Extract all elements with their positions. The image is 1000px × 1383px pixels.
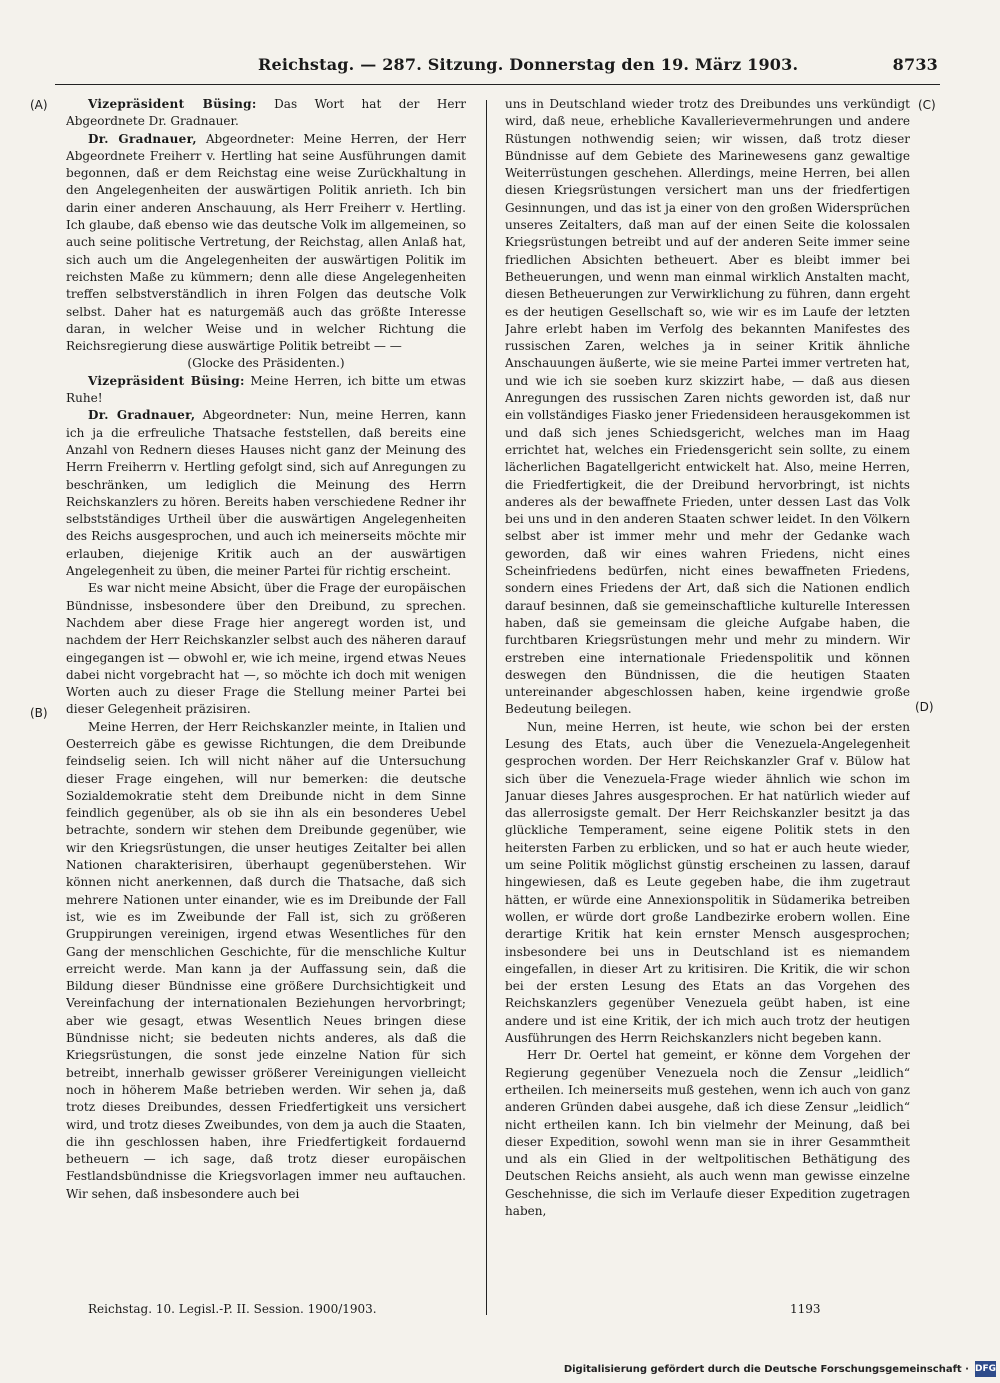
right-column: [505, 96, 910, 1288]
margin-mark-d: (D): [915, 700, 934, 714]
paragraph-text: Meine Herren, der Herr Reichskanzler meinte, in Italien und Oesterreich gäbe es gewisse Richtungen, die dem Dreibunde feindselig seien. Ich will nicht näher auf die Untersuchung dieser Frage eingehen, will nur bemerken: die deutsche Sozialdemokratie steht dem Dreibunde nicht in dem Sinne feindlich gegenüber, als ob sie ihn als ein besonderes Uebel betrachte, sondern wir stehen dem Dreibunde gegenüber, wie wir den Kriegsrüstungen, die unser heutiges Zeitalter bei allen Nationen charakterisiren, überhaupt gegenüberstehen. Wir können nicht anerkennen, daß durch die Thatsache, daß sich mehrere Nationen unter einander, wie es im Dreibunde der Fall ist, wie es im Zweibunde der Fall ist, sich zu größeren Gruppirungen vereinigen, irgend etwas Wesentliches für den Gang der menschlichen Geschichte, für die menschliche Kultur erreicht werde. Man kann ja der Auffassung sein, daß die Bildung dieser Bündnisse eine größere Durchsichtigkeit und Vereinfachung der internationalen Beziehungen hervorbringt; aber wie gesagt, etwas Wesentlich Neues bringen diese Bündnisse nicht; sie bedeuten nichts anderes, als daß die Kriegsrüstungen, die sonst jede einzelne Nation für sich betreibt, innerhalb gewisser größerer Vereinigungen vielleicht noch in höherem Maße betrieben werden. Wir sehen ja, daß trotz dieses Dreibundes, dessen Friedfertigkeit uns versichert wird, und trotz dieses Zweibundes, von dem ja auch die Staaten, die ihn geschlossen haben, ihre Friedfertigkeit fordauernd betheuern — ich sage, daß trotz dieser europäischen Festlandsbündnisse die Kriegsvorlagen immer neu auftauchen. Wir sehen, daß insbesondere auch bei: [66, 719, 466, 1201]
paragraph-text: Nun, meine Herren, ist heute, wie schon bei der ersten Lesung des Etats, auch über die Venezuela-Angelegenheit gesprochen worden. Der Herr Reichskanzler Graf v. Bülow hat sich über die Venezuela-Frage wieder ähnlich wie schon im Januar dieses Jahres ausgesprochen. Er hat natürlich wieder auf das allerrosigste gemalt. Der Herr Reichskanzler besitzt ja das glückliche Temperament, seine eigene Politik stets in den heitersten Farben zu erblicken, und so hat er auch heute wieder, um seine Politik möglichst günstig erscheinen zu lassen, darauf hingewiesen, daß es Leute gegeben habe, die ihm zugetraut hätten, er würde eine Annexionspolitik in Südamerika betreiben wollen, er würde dort große Landbezirke erobern wollen. Eine derartige Kritik hat kein ernster Mensch ausgesprochen; insbesondere bei uns in Deutschland ist es niemandem eingefallen, in dieser Art zu kritisiren. Die Kritik, die wir schon bei der ersten Lesung des Etats an das Vorgehen des Reichskanzlers gegenüber Venezuela geübt haben, ist eine andere und ist eine Kritik, der ich mich auch trotz der heutigen Ausführungen des Herrn Reichskanzlers nicht begeben kann.: [505, 719, 910, 1046]
speaker-name: Dr. Gradnauer,: [88, 131, 197, 146]
paragraph: [505, 719, 910, 1048]
speaker-name: Dr. Gradnauer,: [88, 408, 196, 423]
speaker-name: Vizepräsident Büsing:: [88, 97, 257, 111]
speaker-name: Vizepräsident Büsing:: [88, 373, 245, 388]
header-rule: [55, 84, 940, 85]
margin-mark-a: (A): [30, 98, 48, 112]
column-divider: [486, 100, 487, 1315]
footer-sheet-number: 1193: [790, 1302, 821, 1316]
paragraph: [505, 96, 910, 719]
paragraph-text: Meine Herren, ich bitte um etwas Ruhe!: [66, 373, 466, 406]
paragraph-text: Abgeordneter: Meine Herren, der Herr Abgeordnete Freiherr v. Hertling hat seine Ausführungen damit begonnen, daß er dem Reichstag eine weise Zurückhaltung in den Angelegenheiten der auswärtigen Politik anrieth. Ich bin darin einer anderen Anschauung, als Herr Freiherr v. Hertling. Ich glaube, daß ebenso wie das deutsche Volk im allgemeinen, so auch seine politische Vertretung, der Reichstag, allen Anlaß hat, sich auch um die Angelegenheiten der auswärtigen Politik im reichsten Maße zu kümmern; denn alle diese Angelegenheiten treffen selbstverständlich in ihren Folgen das deutsche Volk selbst. Daher hat es naturgemäß auch das größte Interesse daran, in welcher Weise und in welcher Richtung die Reichsregierung diese auswärtige Politik betreibt — —: [66, 131, 466, 354]
paragraph-text: (Glocke des Präsidenten.): [187, 356, 345, 371]
left-column: [66, 96, 466, 1288]
paragraph-text: Herr Dr. Oertel hat gemeint, er könne dem Vorgehen der Regierung gegenüber Venezuela noch die Zensur „leidlich“ ertheilen. Ich meinerseits muß gestehen, wenn ich auch von ganz anderen Gründen dabei ausgehe, daß ich diese Zensur „leidlich“ nicht ertheilen kann. Ich bin vielmehr der Meinung, daß bei dieser Expedition, sowohl wenn man sie in ihrer Gesammtheit und als ein Glied in der weltpolitischen Bethätigung des Deutschen Reichs ansieht, als auch wenn man gewisse einzelne Geschehnisse, die sich im Verlaufe dieser Expedition zugetragen haben,: [505, 1048, 910, 1218]
digitization-banner: [563, 1358, 1000, 1380]
paragraph: [66, 407, 466, 580]
page-header: [258, 55, 938, 81]
paragraph-text: uns in Deutschland wieder trotz des Dreibundes uns verkündigt wird, daß neue, erhebliche Kavallerievermehrungen und andere Rüstungen nothwendig seien; wir wissen, daß trotz dieser Bündnisse auf dem Gebiete des Marinewesens ganz gewaltige Weiterrüstungen geschehen. Allerdings, meine Herren, bei allen diesen Kriegsrüstungen versichert man uns der friedfertigen Gesinnungen, und das ist ja einer von den großen Widersprüchen unseres Zeitalters, daß man auf der einen Seite die kolossalen Kriegsrüstungen betreibt und auf der anderen Seite immer seine friedlichen Absichten betheuert. Aber es bleibt immer bei Betheuerungen, und wenn man einmal wirklich Anstalten macht, diesen Betheuerungen zur Verwirklichung zu führen, dann ergeht es der heutigen Gesellschaft so, wie wir es im Laufe der letzten Jahre erlebt haben im Verfolg des bekannten Manifestes des russischen Zaren, welches ja in seiner Kritik ähnliche Anschauungen äußerte, wie sie meine Partei immer vertreten hat, und wie ich sie soeben kurz skizzirt habe, — daß aus diesen Anregungen des russischen Zaren nichts geworden ist, daß nur ein vollständiges Fiasko jener Friedensideen herausgekommen ist und daß sich jenes Schiedsgericht, welches man im Haag errichtet hat, welches ein Friedensgericht sein sollte, zu einem lächerlichen Bagatellgericht entwickelt hat. Also, meine Herren, die Friedfertigkeit, die der Dreibund hervorbringt, ist nichts anderes als der bewaffnete Frieden, unter dessen Last das Volk bei uns und in den anderen Staaten schwer leidet. In den Völkern selbst aber ist immer mehr und mehr der Gedanke wach geworden, daß wir eines wahren Friedens, nicht eines Scheinfriedens bedürfen, nicht eines bewaffneten Friedens, sondern eines Friedens der Art, daß sich die Nationen endlich darauf besinnen, daß sie gemeinschaftliche kulturelle Interessen haben, daß sie gemeinsam die gleiche Aufgabe haben, die furchtbaren Kriegsrüstungen mehr und mehr zu mindern. Wir erstreben eine internationale Friedenspolitik und können deswegen den Bündnissen, die die heutigen Staaten untereinander abgeschlossen haben, keine irgendwie große Bedeutung beilegen.: [505, 97, 910, 717]
header-page-number: 8733: [892, 55, 938, 74]
paragraph: [66, 373, 466, 408]
paragraph: [66, 355, 466, 372]
paragraph-text: Das Wort hat der Herr Abgeordnete Dr. Gradnauer.: [66, 97, 466, 129]
paragraph: [66, 131, 466, 356]
footer-session: Reichstag. 10. Legisl.-P. II. Session. 1900/1903.: [88, 1302, 377, 1316]
dfg-logo: DFG: [975, 1361, 996, 1377]
paragraph: [66, 580, 466, 718]
paragraph-text: Abgeordneter: Nun, meine Herren, kann ich ja die erfreuliche Thatsache feststellen, daß bereits eine Anzahl von Rednern dieses Hauses nicht ganz der Meinung des Herrn Freiherrn v. Hertling gefolgt sind, sich auf Anregungen zu beschränken, um lediglich die Meinung des Herrn Reichskanzlers zu hören. Bereits haben verschiedene Redner ihr selbstständiges Urtheil über die auswärtigen Angelegenheiten des Reichs ausgesprochen, und auch ich meinerseits möchte mir erlauben, diejenige Kritik auch an der auswärtigen Angelegenheit zu üben, die meiner Partei für richtig erscheint.: [66, 408, 466, 579]
paragraph: [505, 1047, 910, 1220]
paragraph: [66, 96, 466, 131]
paragraph-text: Es war nicht meine Absicht, über die Frage der europäischen Bündnisse, insbesondere über den Dreibund, zu sprechen. Nachdem aber diese Frage hier angeregt worden ist, und nachdem der Herr Reichskanzler selbst auch des näheren darauf eingegangen ist — obwohl er, wie ich meine, irgend etwas Neues dabei nicht vorgebracht hat —, so möchte ich doch mit wenigen Worten auch zu dieser Frage die Stellung meiner Partei bei dieser Gelegenheit präzisiren.: [66, 581, 466, 717]
paragraph: [66, 719, 466, 1203]
banner-text: Digitalisierung gefördert durch die Deutsche Forschungsgemeinschaft ·: [563, 1363, 969, 1375]
header-title: Reichstag. — 287. Sitzung. Donnerstag den 19. März 1903.: [258, 55, 799, 74]
margin-mark-b: (B): [30, 706, 48, 720]
margin-mark-c: (C): [918, 98, 936, 112]
